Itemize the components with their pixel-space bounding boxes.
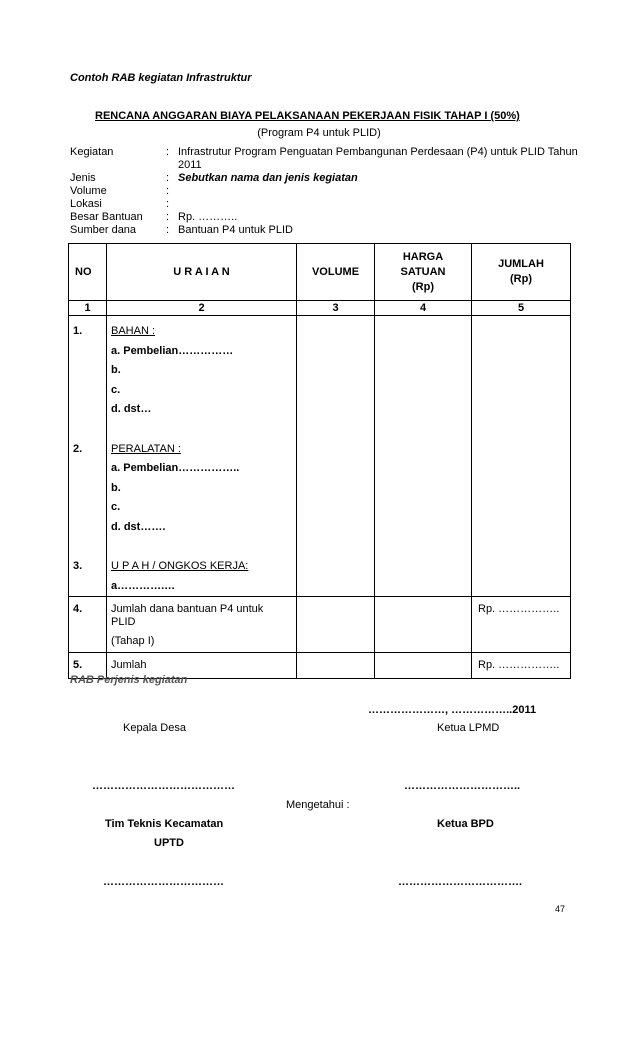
section-title: PERALATAN : bbox=[111, 442, 181, 455]
date-line: …………………, ……………..2011 bbox=[368, 704, 537, 716]
item-jumlah-cell bbox=[472, 316, 571, 597]
list-item: a. Pembelian…………… bbox=[111, 344, 234, 357]
header-harga-satuan-text: HARGA SATUAN (Rp) bbox=[400, 250, 446, 293]
meta-colon: : bbox=[166, 211, 170, 223]
index-cell: 3 bbox=[297, 301, 375, 316]
list-item: b. bbox=[111, 481, 121, 494]
header-no: NO bbox=[69, 244, 107, 301]
footnote: RAB Perjenis kegiatan bbox=[70, 674, 188, 686]
ketua-lpmd-label: Ketua LPMD bbox=[437, 722, 500, 734]
index-cell: 4 bbox=[375, 301, 472, 316]
list-item: c. bbox=[111, 383, 121, 396]
meta-value bbox=[178, 185, 580, 198]
meta-value: Sebutkan nama dan jenis kegiatan bbox=[178, 172, 358, 184]
document-caption: Contoh RAB kegiatan Infrastruktur bbox=[70, 72, 252, 84]
meta-label: Kegiatan bbox=[70, 146, 114, 158]
row5-volume-cell bbox=[297, 653, 375, 679]
signature-dots-ketua-lpmd: ………………………….. bbox=[404, 780, 521, 792]
document-title: RENCANA ANGGARAN BIAYA PELAKSANAAN PEKERJAAN FISIK TAHAP I (50%) bbox=[95, 110, 520, 122]
section-no: 1. bbox=[73, 325, 83, 337]
item-uraian-cell bbox=[107, 316, 297, 597]
meta-row-sumber-dana bbox=[70, 224, 580, 237]
index-cell: 5 bbox=[472, 301, 571, 316]
page-number: 47 bbox=[555, 904, 566, 914]
row4-text-cell bbox=[107, 597, 297, 653]
meta-label: Jenis bbox=[70, 172, 96, 184]
row5-text: Jumlah bbox=[107, 653, 297, 679]
signature-dots-ketua-bpd: ……………………………. bbox=[398, 876, 523, 888]
meta-row-jenis bbox=[70, 172, 580, 185]
signature-dots-tim-teknis: …………………………… bbox=[103, 876, 224, 888]
header-jumlah-text: JUMLAH (Rp) bbox=[498, 258, 544, 285]
list-item: b. bbox=[111, 364, 121, 376]
row4-line: PLID bbox=[111, 616, 136, 628]
tim-teknis-label: Tim Teknis Kecamatan bbox=[105, 818, 224, 830]
list-item: d. dst… bbox=[111, 403, 152, 415]
ketua-bpd-label: Ketua BPD bbox=[437, 818, 494, 830]
index-cell: 1 bbox=[69, 301, 107, 316]
row5-no: 5. bbox=[69, 653, 107, 679]
section-title: U P A H / ONGKOS KERJA: bbox=[111, 560, 249, 572]
list-item: a. Pembelian…………….. bbox=[111, 462, 240, 474]
meta-colon: : bbox=[166, 172, 170, 184]
section-no: 3. bbox=[73, 560, 83, 572]
item-no-cell bbox=[69, 316, 107, 597]
table-row-jumlah-dana bbox=[69, 597, 571, 653]
meta-value: Infrastrutur Program Penguatan Pembangunan Perdesaan (P4) untuk PLID Tahun 2011 bbox=[178, 146, 578, 171]
row4-harga-cell bbox=[375, 597, 472, 653]
meta-value: Bantuan P4 untuk PLID bbox=[178, 224, 293, 236]
header-harga-satuan bbox=[375, 244, 472, 301]
row5-total: Rp. …………….. bbox=[472, 653, 571, 679]
signature-dots-kepala-desa: ………………………………… bbox=[92, 780, 235, 792]
item-harga-cell bbox=[375, 316, 472, 597]
meta-block bbox=[70, 146, 580, 237]
list-item: c. bbox=[111, 501, 121, 513]
table-index-row bbox=[69, 301, 571, 316]
header-uraian: U R A I A N bbox=[107, 244, 297, 301]
index-cell: 2 bbox=[107, 301, 297, 316]
uptd-label: UPTD bbox=[154, 837, 184, 849]
meta-row-besar-bantuan bbox=[70, 211, 580, 224]
meta-colon: : bbox=[166, 146, 170, 158]
list-item: a………….… bbox=[111, 579, 176, 592]
item-volume-cell bbox=[297, 316, 375, 597]
row4-line: (Tahap I) bbox=[111, 635, 155, 647]
meta-row-kegiatan bbox=[70, 146, 580, 172]
meta-value bbox=[178, 198, 580, 211]
meta-colon: : bbox=[166, 224, 170, 236]
document-subtitle: (Program P4 untuk PLID) bbox=[257, 127, 381, 139]
meta-label: Besar Bantuan bbox=[70, 211, 143, 223]
meta-label: Sumber dana bbox=[70, 224, 137, 236]
meta-label: Lokasi bbox=[70, 198, 102, 210]
table-header-row bbox=[69, 244, 571, 301]
kepala-desa-label: Kepala Desa bbox=[123, 722, 186, 734]
meta-label: Volume bbox=[70, 185, 107, 197]
section-no: 2. bbox=[73, 442, 83, 455]
row4-line: Jumlah dana bantuan P4 untuk bbox=[111, 603, 264, 615]
meta-colon: : bbox=[166, 185, 170, 197]
rab-table bbox=[68, 243, 571, 679]
header-volume: VOLUME bbox=[297, 244, 375, 301]
row4-no: 4. bbox=[69, 597, 107, 653]
row5-harga-cell bbox=[375, 653, 472, 679]
mengetahui-label: Mengetahui : bbox=[286, 799, 350, 811]
row4-total: Rp. …………….. bbox=[472, 597, 571, 653]
header-jumlah bbox=[472, 244, 571, 301]
row4-volume-cell bbox=[297, 597, 375, 653]
meta-row-lokasi bbox=[70, 198, 580, 211]
meta-value: Rp. ……….. bbox=[178, 211, 238, 223]
meta-colon: : bbox=[166, 198, 170, 210]
list-item: d. dst……. bbox=[111, 520, 166, 533]
section-title: BAHAN : bbox=[111, 325, 156, 337]
table-row-items bbox=[69, 316, 571, 597]
meta-row-volume bbox=[70, 185, 580, 198]
